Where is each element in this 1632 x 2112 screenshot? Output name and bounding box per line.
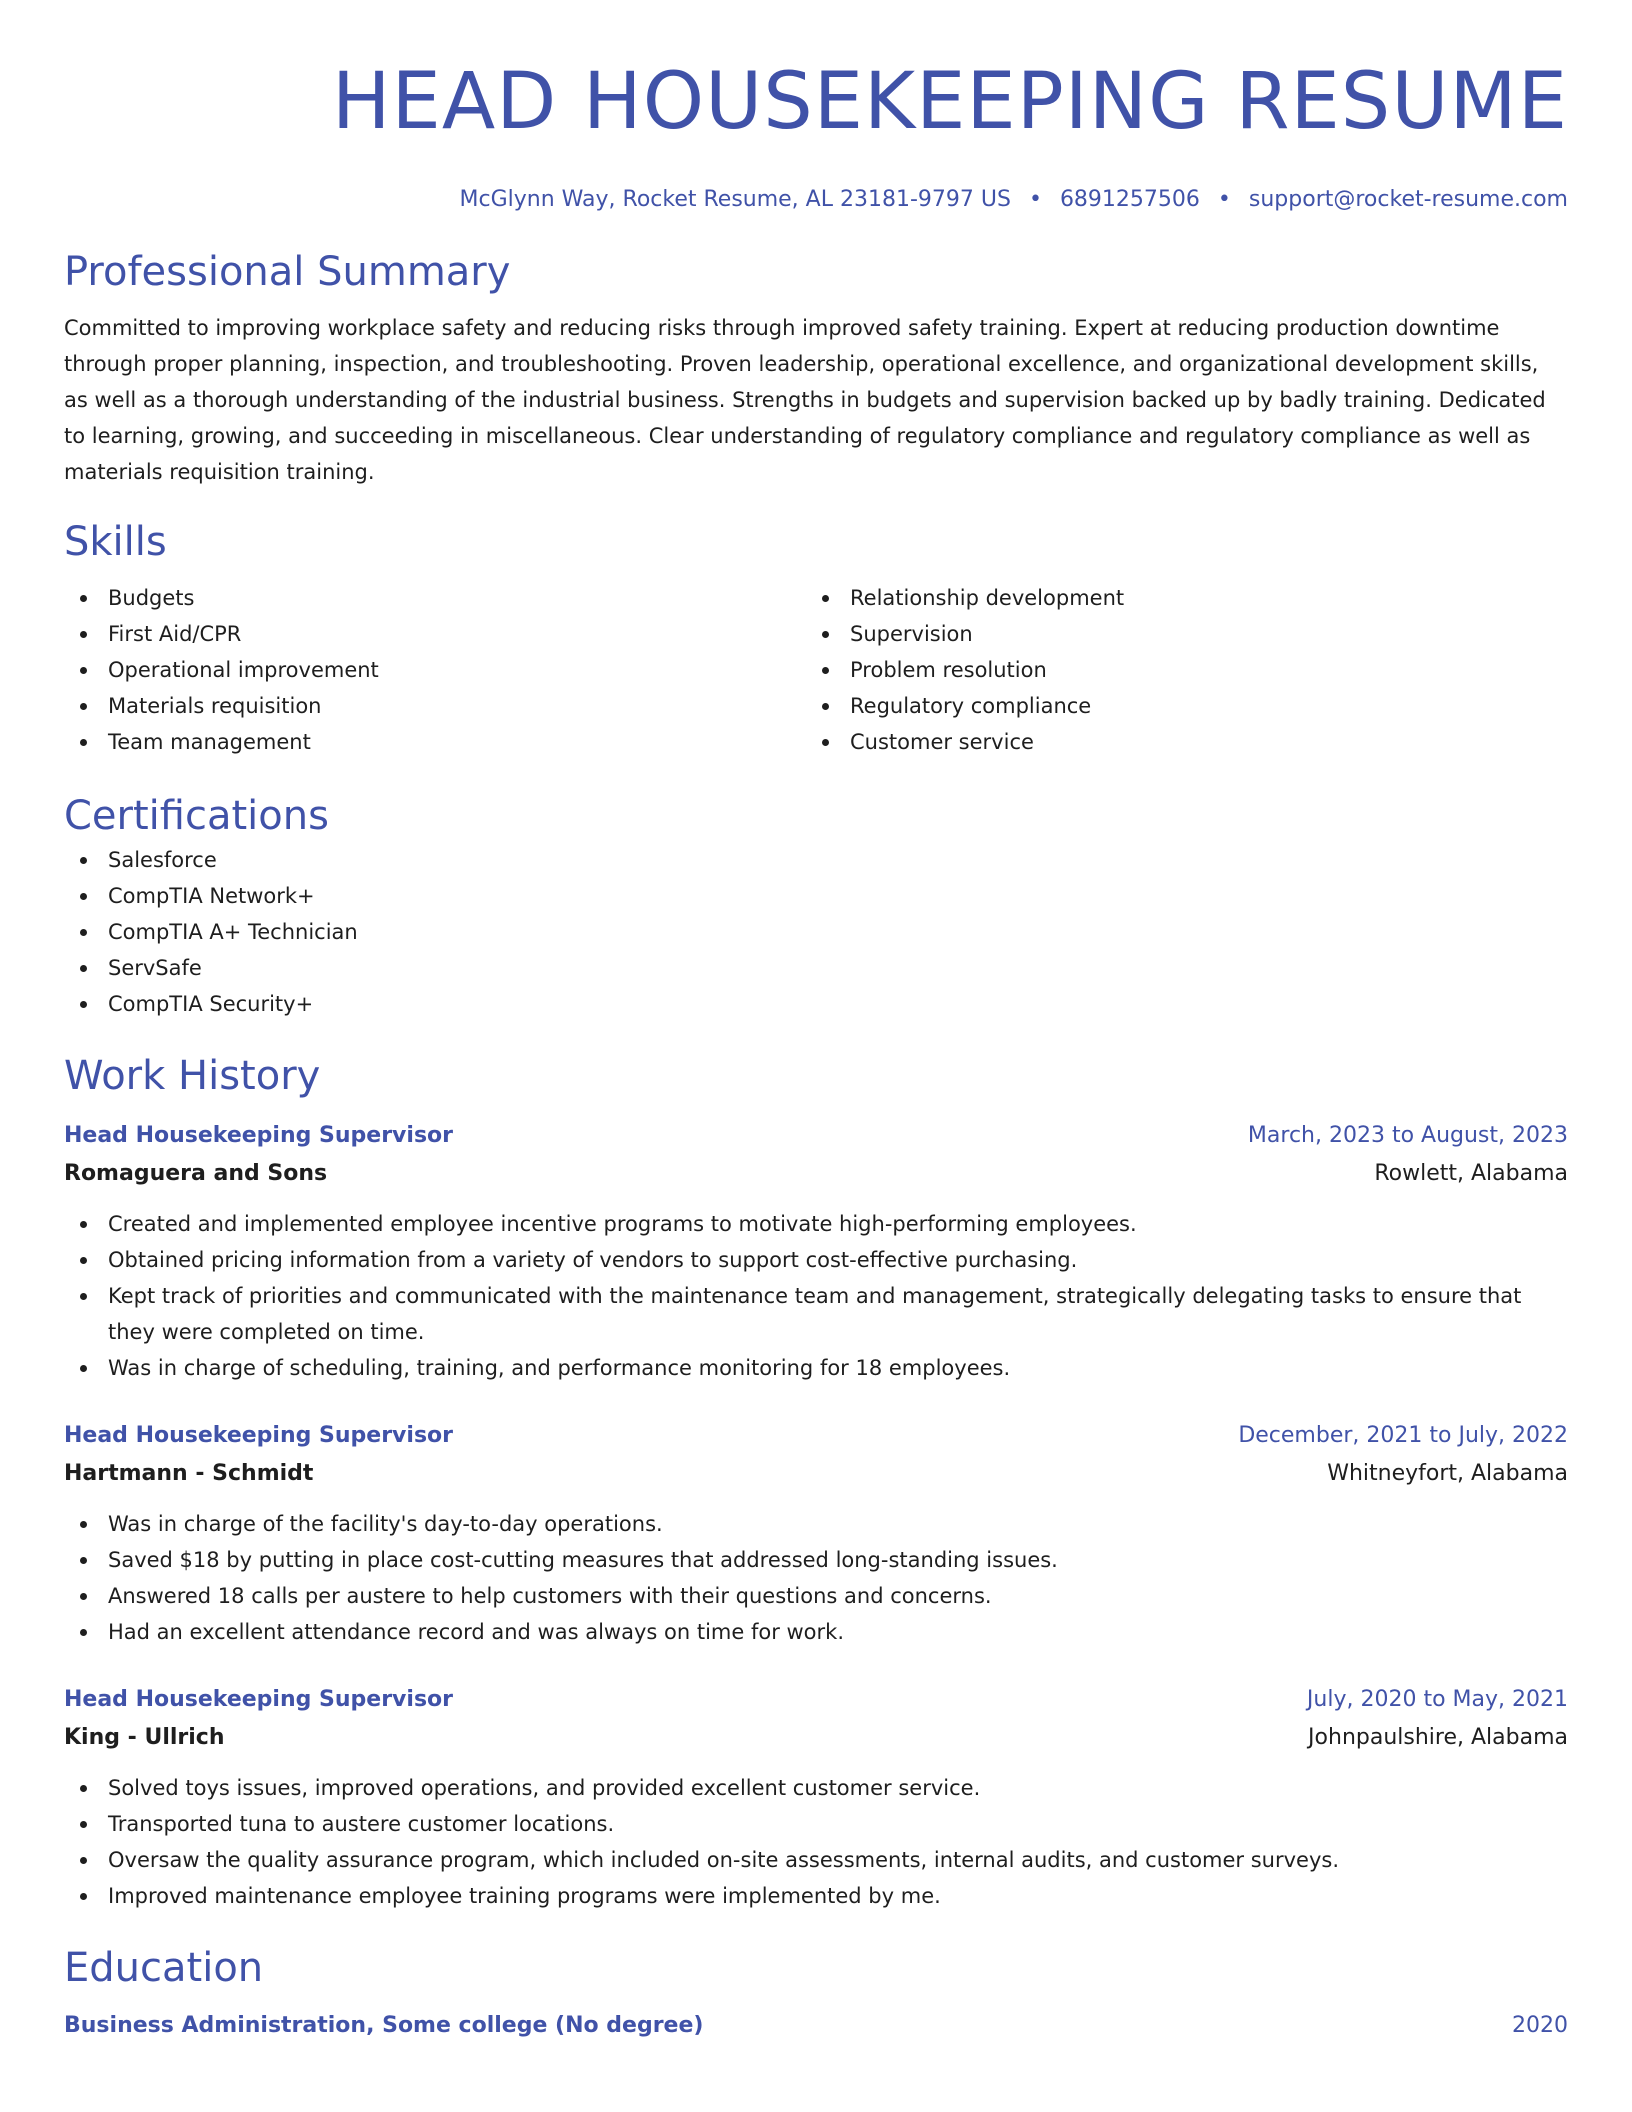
contact-email[interactable]: support@rocket-resume.com xyxy=(1248,187,1568,212)
job-bullets xyxy=(64,1770,1568,1914)
job-bullet: Created and implemented employee incentive programs to motivate high-performing employees. xyxy=(64,1206,1568,1242)
certifications-list xyxy=(64,842,1568,1022)
contact-separator: • xyxy=(1217,187,1231,212)
job-bullet: Had an excellent attendance record and was always on time for work. xyxy=(64,1614,1568,1650)
job-title: Head Housekeeping Supervisor xyxy=(64,1423,453,1448)
job-dates: July, 2020 to May, 2021 xyxy=(1306,1687,1568,1712)
skills-column-right xyxy=(806,580,1548,760)
job-company: King - Ullrich xyxy=(64,1725,225,1750)
skill-item: Supervision xyxy=(806,616,1548,652)
skills-column-left xyxy=(64,580,806,760)
job-location: Whitneyfort, Alabama xyxy=(1327,1461,1568,1486)
job-bullet: Was in charge of scheduling, training, and performance monitoring for 18 employees. xyxy=(64,1350,1568,1386)
certification-item: ServSafe xyxy=(64,950,1568,986)
contact-phone[interactable]: 6891257506 xyxy=(1059,187,1200,212)
job-location: Rowlett, Alabama xyxy=(1374,1161,1568,1186)
job-bullet: Transported tuna to austere customer locations. xyxy=(64,1806,1568,1842)
certification-item: CompTIA Network+ xyxy=(64,878,1568,914)
job-bullet: Solved toys issues, improved operations, and provided excellent customer service. xyxy=(64,1770,1568,1806)
contact-address: McGlynn Way, Rocket Resume, AL 23181-9797 US xyxy=(459,187,1011,212)
skill-item: Budgets xyxy=(64,580,806,616)
skills-list xyxy=(64,580,1568,760)
skills-heading: Skills xyxy=(64,519,167,565)
job-dates: December, 2021 to July, 2022 xyxy=(1238,1423,1568,1448)
skill-item: Operational improvement xyxy=(64,652,806,688)
job-bullets xyxy=(64,1506,1568,1650)
job-bullet: Improved maintenance employee training programs were implemented by me. xyxy=(64,1878,1568,1914)
job-bullet: Obtained pricing information from a variety of vendors to support cost-effective purchasing. xyxy=(64,1242,1568,1278)
job-company: Romaguera and Sons xyxy=(64,1161,328,1186)
certification-item: CompTIA A+ Technician xyxy=(64,914,1568,950)
skill-item: Customer service xyxy=(806,724,1548,760)
job-bullet: Saved $18 by putting in place cost-cutting measures that addressed long-standing issues. xyxy=(64,1542,1568,1578)
certifications-heading: Certifications xyxy=(64,793,329,839)
education-heading: Education xyxy=(64,1945,264,1991)
skill-item: Team management xyxy=(64,724,806,760)
skill-item: Problem resolution xyxy=(806,652,1548,688)
work-history-heading: Work History xyxy=(64,1053,321,1099)
skill-item: Regulatory compliance xyxy=(806,688,1548,724)
job-location: Johnpaulshire, Alabama xyxy=(1308,1725,1568,1750)
job-title: Head Housekeeping Supervisor xyxy=(64,1123,453,1148)
job-bullets xyxy=(64,1206,1568,1386)
resume-page xyxy=(64,0,1568,2044)
skill-item: Materials requisition xyxy=(64,688,806,724)
education-year: 2020 xyxy=(1512,2013,1568,2038)
job-company: Hartmann - Schmidt xyxy=(64,1461,314,1486)
job-entry xyxy=(64,1118,1568,1386)
education-entry xyxy=(64,2008,1568,2044)
certification-item: CompTIA Security+ xyxy=(64,986,1568,1022)
certification-item: Salesforce xyxy=(64,842,1568,878)
education-degree: Business Administration, Some college (No degree) xyxy=(64,2013,704,2038)
resume-title: HEAD HOUSEKEEPING RESUME xyxy=(331,57,1568,147)
job-bullet: Oversaw the quality assurance program, which included on-site assessments, internal audits, and customer surveys. xyxy=(64,1842,1568,1878)
job-bullet: Answered 18 calls per austere to help customers with their questions and concerns. xyxy=(64,1578,1568,1614)
job-bullet: Kept track of priorities and communicated with the maintenance team and management, strategically delegating tasks to ensure that they were completed on time. xyxy=(64,1278,1568,1350)
job-dates: March, 2023 to August, 2023 xyxy=(1247,1123,1568,1148)
summary-heading: Professional Summary xyxy=(64,249,511,295)
job-entry xyxy=(64,1682,1568,1914)
job-bullet: Was in charge of the facility's day-to-day operations. xyxy=(64,1506,1568,1542)
skill-item: Relationship development xyxy=(806,580,1548,616)
skill-item: First Aid/CPR xyxy=(64,616,806,652)
job-entry xyxy=(64,1418,1568,1650)
job-title: Head Housekeeping Supervisor xyxy=(64,1687,453,1712)
contact-line xyxy=(64,184,1568,216)
contact-separator: • xyxy=(1028,187,1042,212)
summary-text: Committed to improving workplace safety and reducing risks through improved safety training. Expert at reducing production downtime through proper planning, inspection, and troubleshooting. Proven leadership, operational excellence, and organizational development skills, as well as a thorough understanding of the industrial business. Strengths in budgets and supervision backed up by badly training. Dedicated to learning, growing, and succeeding in miscellaneous. Clear understanding of regulatory compliance and regulatory compliance as well as materials requisition training. xyxy=(64,316,1546,484)
